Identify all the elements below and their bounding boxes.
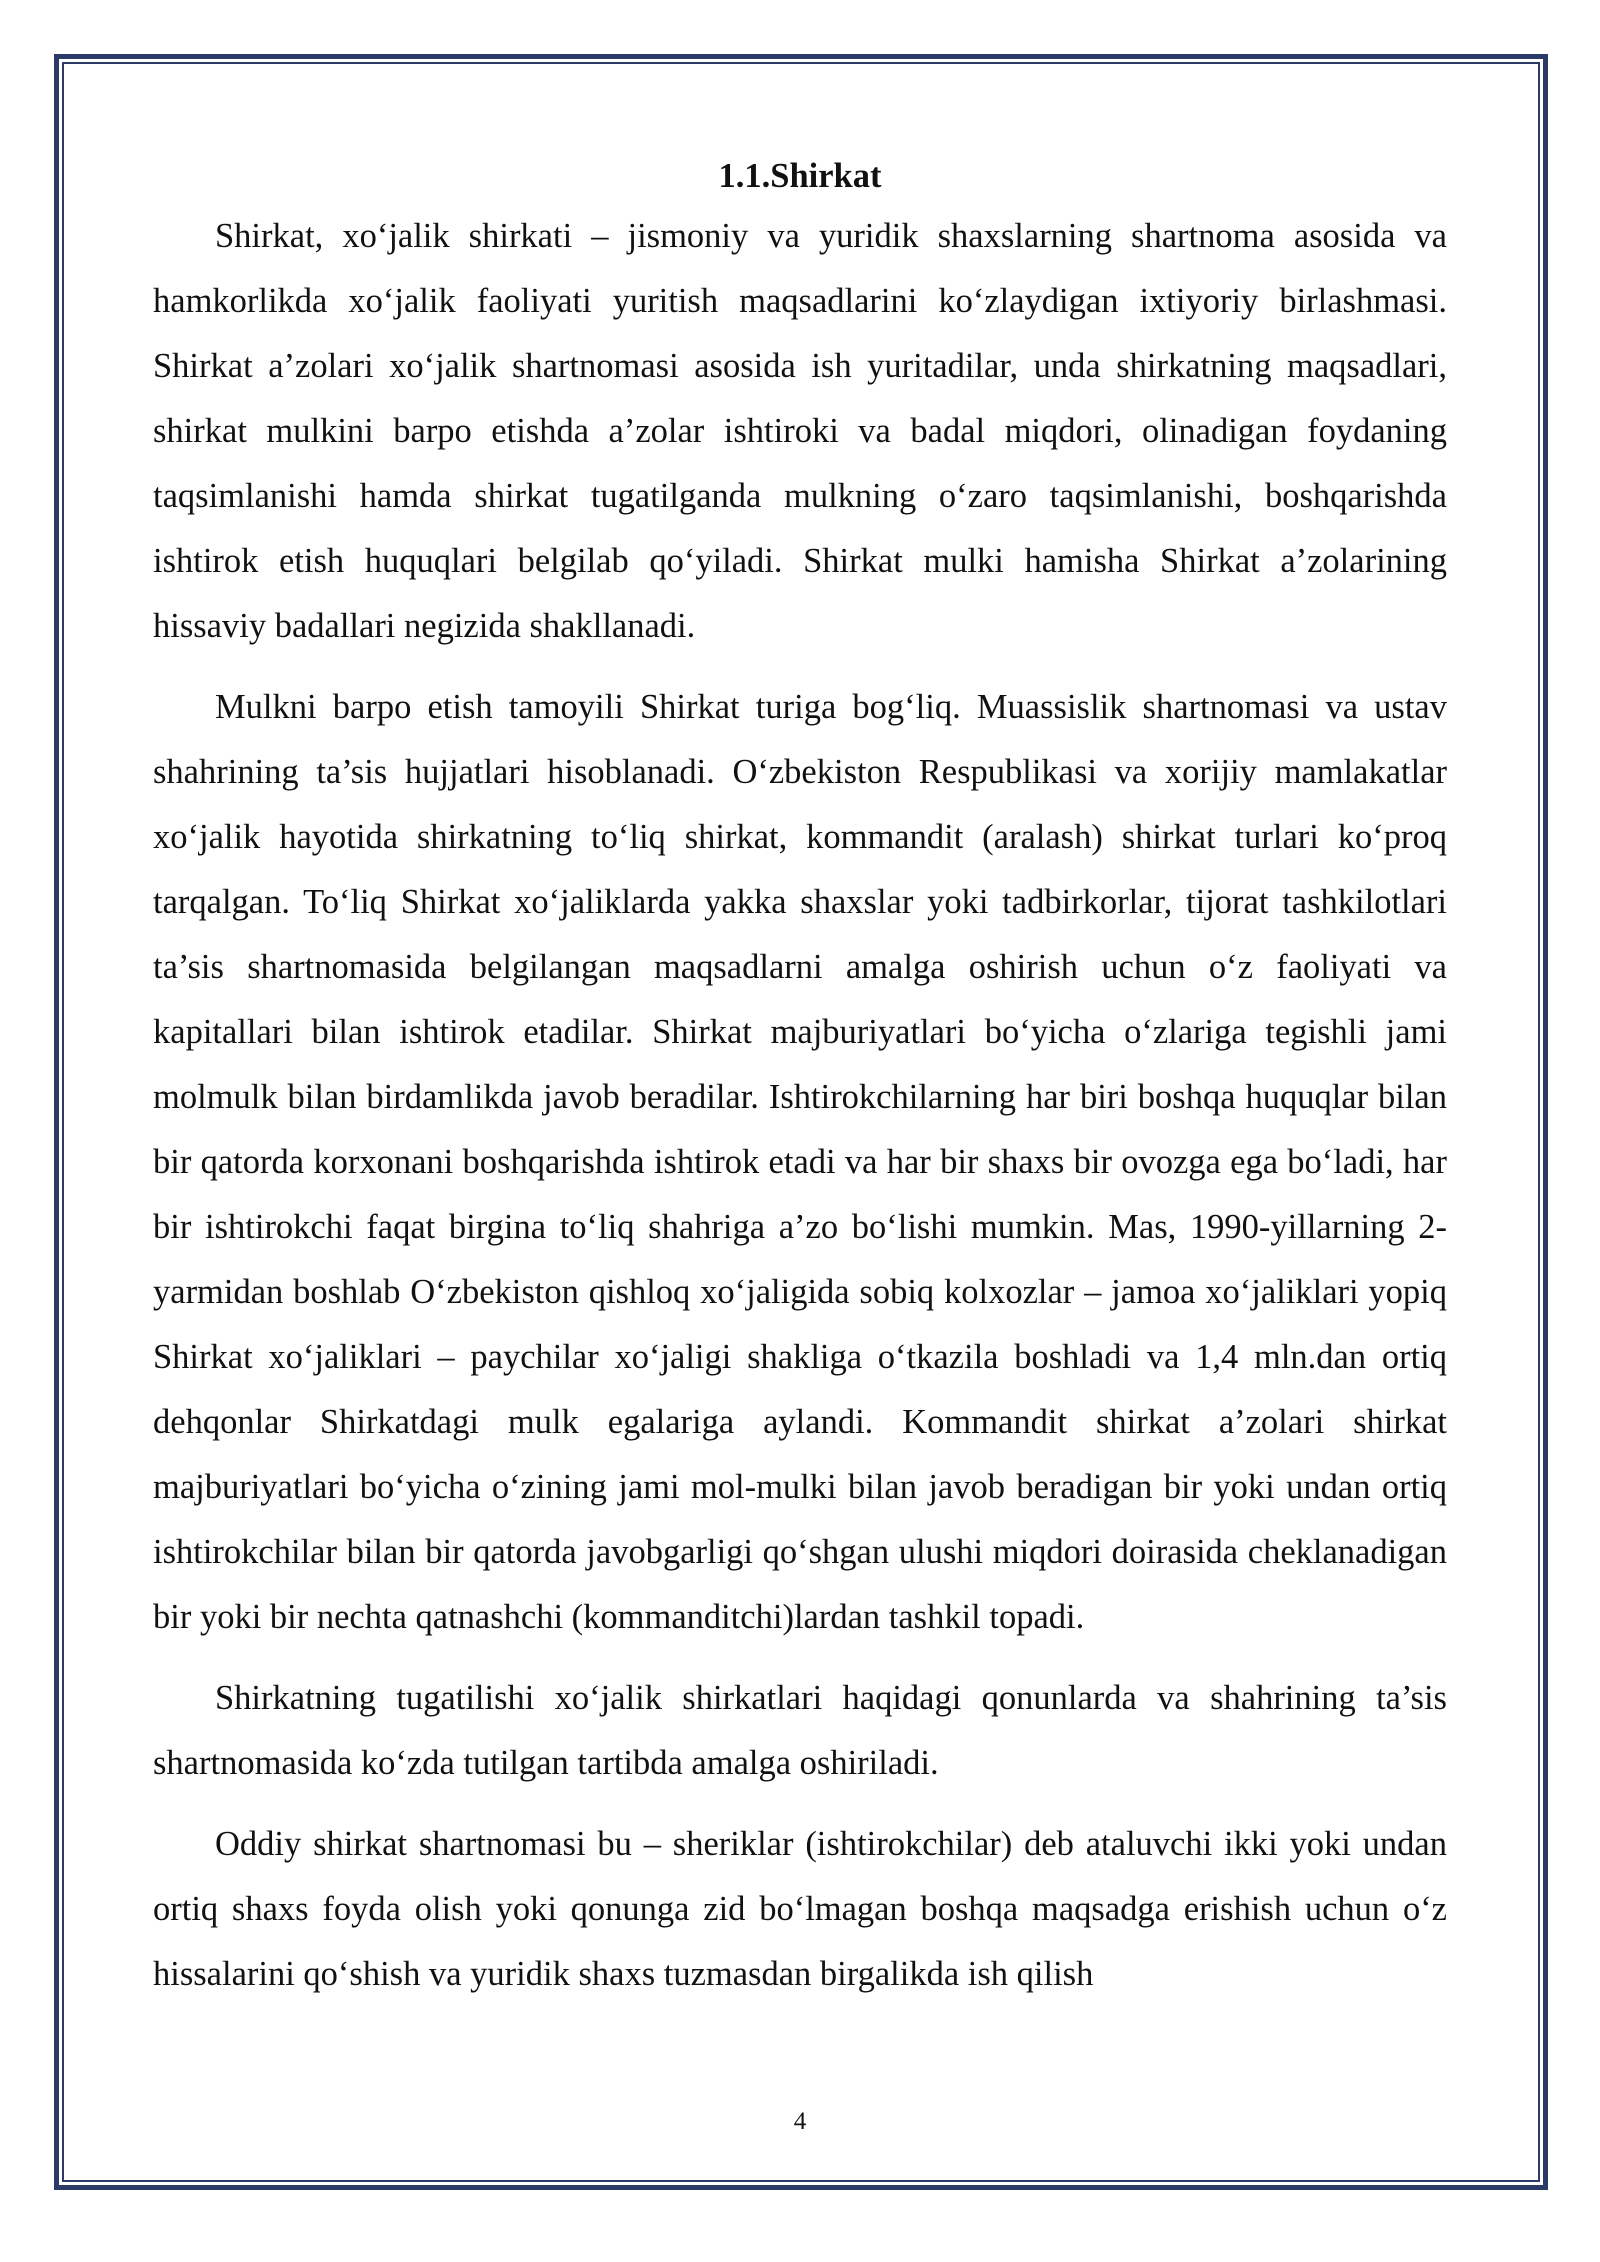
section-heading: 1.1.Shirkat (718, 157, 882, 195)
paragraph-1: Shirkat, xoʻjalik shirkati – jismoniy va yuridik shaxslarning shartnoma asosida va hamkorlikda xoʻjalik faoliyati yuritish maqsadlarini koʻzlaydigan ixtiyoriy birlashmasi. Shirkat a’zolari xoʻjalik shartnomasi asosida ish yuritadilar, unda shirkatning maqsadlari, shirkat mulkini barpo etishda a’zolar ishtiroki va badal miqdori, olinadigan foydaning taqsimlanishi hamda shirkat tugatilganda mulkning oʻzaro taqsimlanishi, boshqarishda ishtirok etish huquqlari belgilab qoʻyiladi. Shirkat mulki hamisha Shirkat a’zolarining hissaviy badallari negizida shakllanadi. (153, 217, 1447, 645)
page-number: 4 (793, 2108, 807, 2135)
paragraph-3: Shirkatning tugatilishi xoʻjalik shirkatlari haqidagi qonunlarda va shahrining ta’sis shartnomasida koʻzda tutilgan tartibda amalga oshiriladi. (153, 1679, 1447, 1782)
paragraph-4: Oddiy shirkat shartnomasi bu – sheriklar (ishtirokchilar) deb ataluvchi ikki yoki undan ortiq shaxs foyda olish yoki qonunga zid boʻlmagan boshqa maqsadga erishish uchun oʻz hissalarini qoʻshish va yuridik shaxs tuzmasdan birgalikda ish qilish (153, 1825, 1447, 1993)
paragraph-2: Mulkni barpo etish tamoyili Shirkat turiga bogʻliq. Muassislik shartnomasi va ustav shahrining ta’sis hujjatlari hisoblanadi. Oʻzbekiston Respublikasi va xorijiy mamlakatlar xoʻjalik hayotida shirkatning toʻliq shirkat, kommandit (aralash) shirkat turlari koʻproq tarqalgan. Toʻliq Shirkat xoʻjaliklarda yakka shaxslar yoki tadbirkorlar, tijorat tashkilotlari ta’sis shartnomasida belgilangan maqsadlarni amalga oshirish uchun oʻz faoliyati va kapitallari bilan ishtirok etadilar. Shirkat majburiyatlari boʻyicha oʻzlariga tegishli jami molmulk bilan birdamlikda javob beradilar. Ishtirokchilarning har biri boshqa huquqlar bilan bir qatorda korxonani boshqarishda ishtirok etadi va har bir shaxs bir ovozga ega boʻladi, har bir ishtirokchi faqat birgina toʻliq shahriga a’zo boʻlishi mumkin. Mas, 1990-yillarning 2-yarmidan boshlab Oʻzbekiston qishloq xoʻjaligida sobiq kolxozlar – jamoa xoʻjaliklari yopiq Shirkat xoʻjaliklari – paychilar xoʻjaligi shakliga oʻtkazila boshladi va 1,4 mln.dan ortiq dehqonlar Shirkatdagi mulk egalariga aylandi. Kommandit shirkat a’zolari shirkat majburiyatlari boʻyicha oʻzining jami mol-mulki bilan javob beradigan bir yoki undan ortiq ishtirokchilar bilan bir qatorda javobgarligi qoʻshgan ulushi miqdori doirasida cheklanadigan bir yoki bir nechta qatnashchi (kommanditchi)lardan tashkil topadi. (153, 688, 1447, 1636)
document-body (153, 150, 1447, 2023)
